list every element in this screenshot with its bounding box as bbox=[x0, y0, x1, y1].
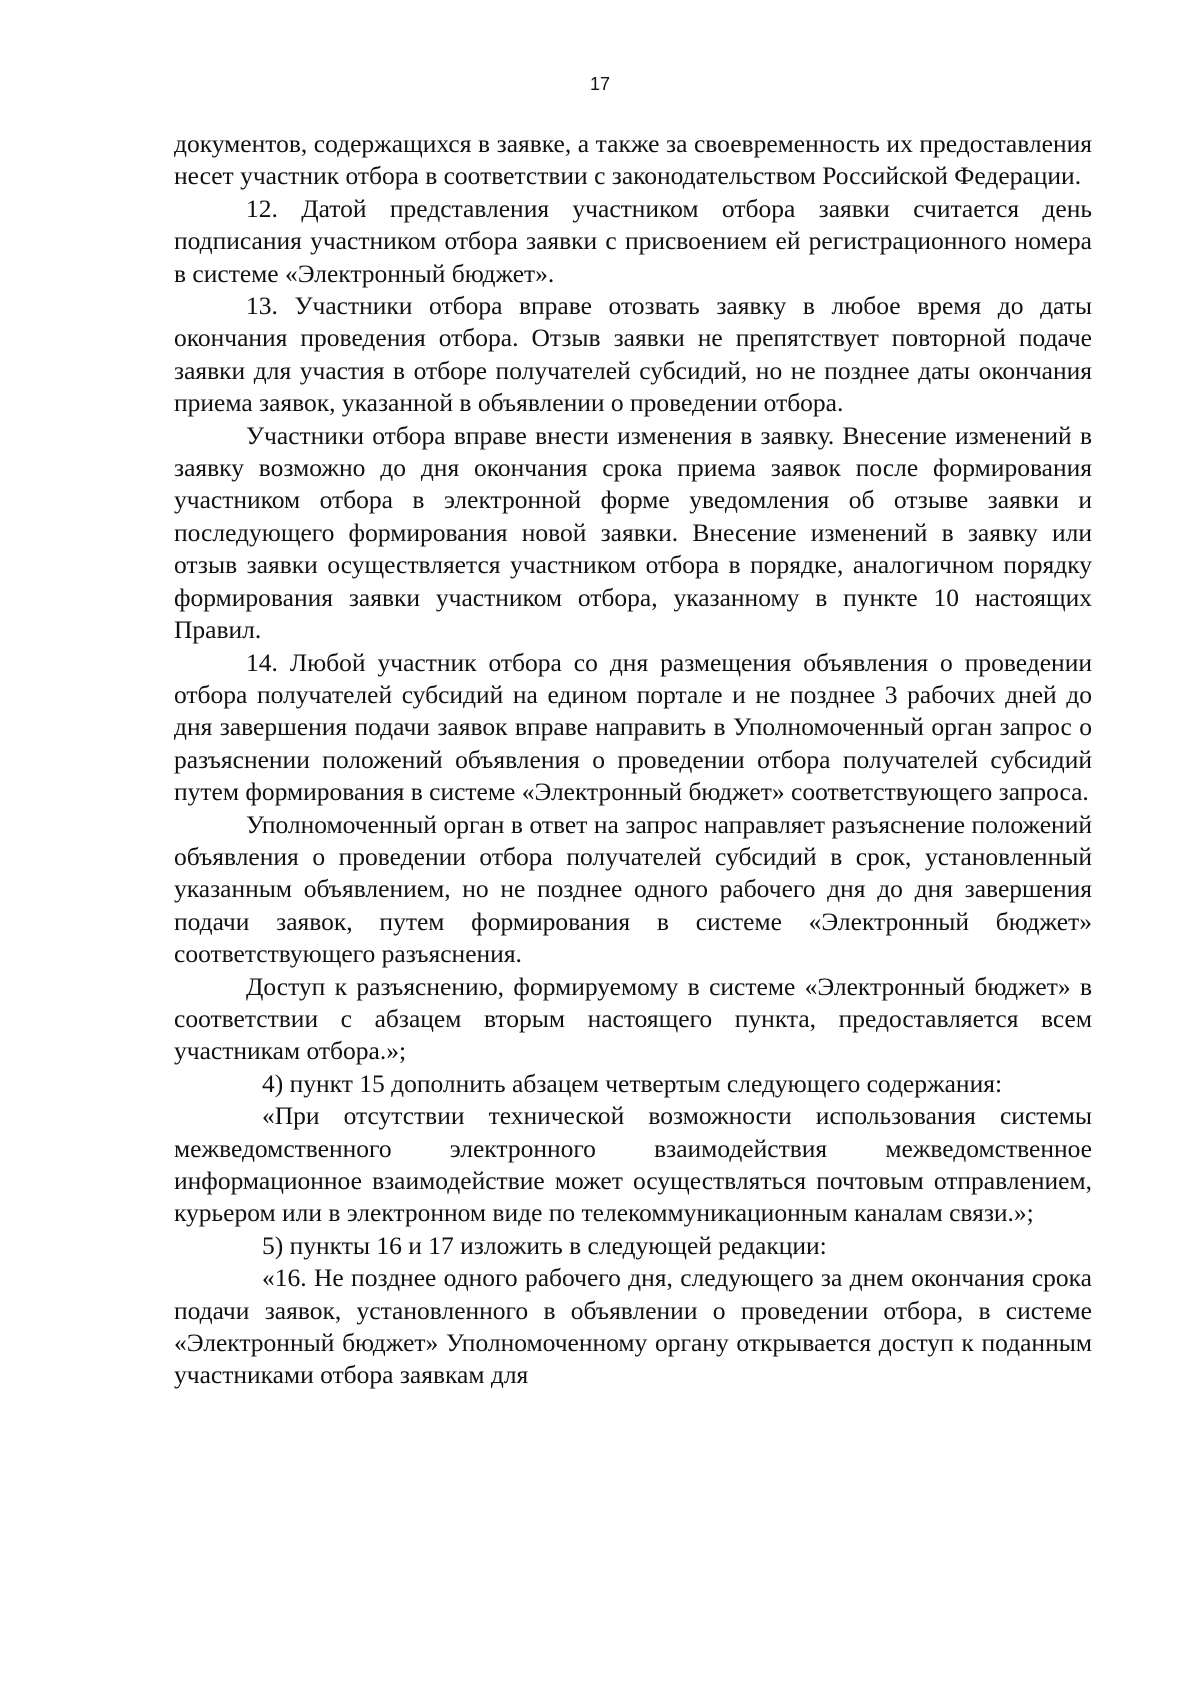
paragraph-access: Доступ к разъяснению, формируемому в системе «Электронный бюджет» в соответствии с абзацем вторым настоящего пункта, предоставляется всем участникам отбора.»; bbox=[174, 971, 1092, 1066]
paragraph-subitem-5: 5) пункты 16 и 17 изложить в следующей редакции: bbox=[262, 1230, 827, 1260]
paragraph-clarification: Уполномоченный орган в ответ на запрос направляет разъяснение положений объявления о проведении отбора получателей субсидий в срок, установленный указанным объявлением, но не позднее одного рабочего дня до дня завершения подачи заявок, путем формирования в системе «Электронный бюджет» соответствующего разъяснения. bbox=[174, 809, 1092, 969]
paragraph-continuation: документов, содержащихся в заявке, а также за своевременность их предоставления несет участник отбора в соответствии с законодательством Российской Федерации. bbox=[174, 129, 1092, 191]
paragraph-item-14: 14. Любой участник отбора со дня размещения объявления о проведении отбора получателей субсидий на едином портале и не позднее 3 рабочих дней до дня завершения подачи заявок вправе направить в Уполномоченный орган запрос о разъяснении положений объявления о проведении отбора получателей субсидий путем формирования в системе «Электронный бюджет» соответствующего запроса. bbox=[174, 647, 1092, 807]
paragraph-item-13: 13. Участники отбора вправе отозвать заявку в любое время до даты окончания проведения отбора. Отзыв заявки не препятствует повторной подаче заявки для участия в отборе получателей субсидий, но не позднее даты окончания приема заявок, указанной в объявлении о проведении отбора. bbox=[174, 291, 1092, 418]
paragraph-quote-technical: «При отсутствии технической возможности использования системы межведомственного электронного взаимодействия межведомственное информационное взаимодействие может осуществляться почтовым отправлением, курьером или в электронном виде по телекоммуникационным каналам связи.»; bbox=[174, 1101, 1092, 1228]
paragraph-item-12: 12. Датой представления участником отбора заявки считается день подписания участником отбора заявки с присвоением ей регистрационного номера в системе «Электронный бюджет». bbox=[174, 193, 1092, 288]
page-number: 17 bbox=[589, 74, 611, 94]
paragraph-item-16: «16. Не позднее одного рабочего дня, следующего за днем окончания срока подачи заявок, установленного в объявлении о проведении отбора, в системе «Электронный бюджет» Уполномоченному органу открывается доступ к поданным участниками отбора заявкам для bbox=[174, 1263, 1092, 1390]
paragraph-subitem-4: 4) пункт 15 дополнить абзацем четвертым следующего содержания: bbox=[262, 1068, 1003, 1098]
document-body bbox=[174, 128, 1092, 1392]
paragraph-amendments: Участники отбора вправе внести изменения в заявку. Внесение изменений в заявку возможно до дня окончания срока приема заявок после формирования участником отбора в электронной форме уведомления об отзыве заявки и последующего формирования новой заявки. Внесение изменений в заявку или отзыв заявки осуществляется участником отбора в порядке, аналогичном порядку формирования заявки участником отбора, указанному в пункте 10 настоящих Правил. bbox=[174, 420, 1092, 645]
